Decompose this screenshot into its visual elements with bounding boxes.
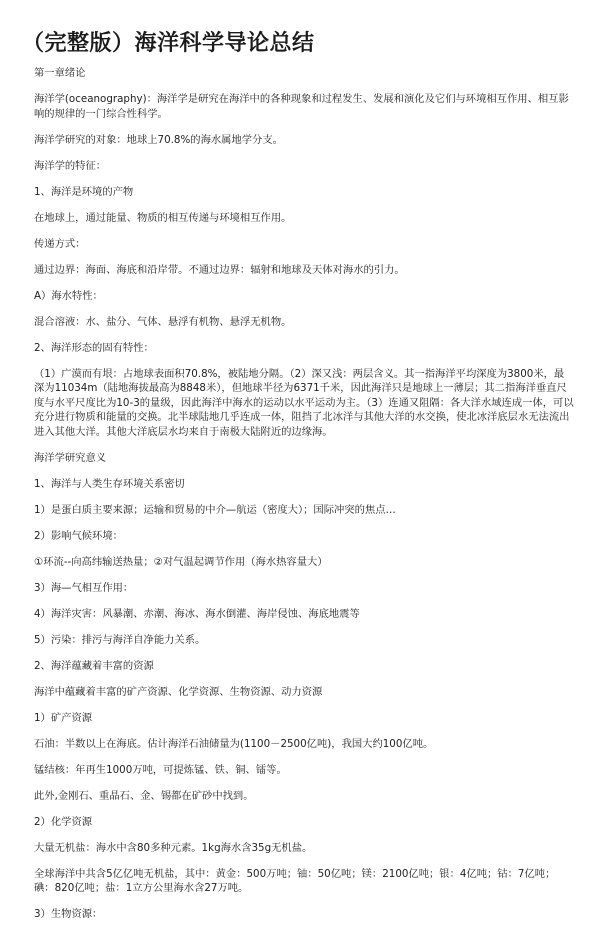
paragraph-mixed-solution: 混合溶液：水、盐分、气体、悬浮有机物、悬浮无机物。 (34, 315, 292, 328)
paragraph-air-sea: 3）海—气相互作用： (34, 581, 134, 594)
paragraph-circulation: ①环流--向高纬输送热量；②对气温起调节作用（海水热容量大） (34, 555, 328, 568)
paragraph-resources-list: 海洋中蕴藏着丰富的矿产资源、化学资源、生物资源、动力资源 (34, 685, 323, 698)
paragraph-transfer-methods: 传递方式： (34, 237, 86, 250)
paragraph-manganese: 锰结核：年再生1000万吨，可提炼锰、铁、铜、镭等。 (34, 763, 287, 776)
paragraph-biological-heading: 3）生物资源： (34, 908, 103, 920)
paragraph-other-minerals: 此外,金刚石、重晶石、金、锡都在矿砂中找到。 (34, 789, 254, 802)
paragraph-seawater-properties: A）海水特性： (34, 289, 103, 302)
document-body (34, 66, 574, 933)
paragraph-chemical-heading: 2）化学资源 (34, 815, 93, 828)
paragraph-energy-transfer: 在地球上，通过能量、物质的相互传递与环境相互作用。 (34, 211, 292, 224)
paragraph-ocean-shape-detail: （1）广漠而有垠：占地球表面积70.8%，被陆地分隔。（2）深又浅：两层含义。其一指海洋平均深度为3800米，最深为11034m（陆地海拔最高为8848米），但地球半径为6371千米，因此海洋只是地球上一薄层；其二指海洋垂直尺度与水平尺度比为10-3的量级，因此海洋中海水的运动以水平运动为主。（3）连通又阻隔：各大洋水域连成一体，可以充分进行物质和能量的交换。北半球陆地几乎连成一体，阻挡了北冰洋与其他大洋的水交换，使北冰洋底层水无法流出进入其他大洋。其他大洋底层水均来自于南极大陆附近的边缘海。 (34, 367, 574, 438)
paragraph-boundaries: 通过边界：海面、海底和沿岸带。不通过边界：辐射和地球及天体对海水的引力。 (34, 263, 405, 276)
paragraph-inorganic-salt: 大量无机盐：海水中含80多种元素。1kg海水含35g无机盐。 (34, 841, 313, 854)
paragraph-mineral-heading: 1）矿产资源 (34, 711, 93, 724)
paragraph-global-salt: 全球海洋中共含5亿亿吨无机盐，其中：黄金：500万吨；铀：50亿吨；镁：2100亿吨；银：4亿吨；钴：7亿吨；碘：820亿吨；盐：1立方公里海水含27万吨。 (34, 867, 556, 894)
paragraph-resources-heading: 2、海洋蕴藏着丰富的资源 (34, 659, 154, 672)
document-title: （完整版）海洋科学导论总结 (22, 31, 315, 56)
paragraph-human-environment: 1、海洋与人类生存环境关系密切 (34, 477, 185, 490)
paragraph-features-heading: 海洋学的特征： (34, 159, 107, 172)
chapter-heading: 第一章绪论 (34, 67, 86, 79)
paragraph-research-object: 海洋学研究的对象：地球上70.8%的海水属地学分支。 (34, 133, 283, 146)
paragraph-research-significance: 海洋学研究意义 (34, 451, 107, 464)
paragraph-climate: 2）影响气候环境： (34, 529, 123, 542)
paragraph-disasters: 4）海洋灾害：风暴潮、赤潮、海冰、海水倒灌、海岸侵蚀、海底地震等 (34, 607, 360, 620)
paragraph-oceanography-definition: 海洋学(oceanography)：海洋学是研究在海洋中的各种现象和过程发生、发展和演化及它们与环境相互作用、相互影响的规律的一门综合性科学。 (34, 93, 569, 120)
paragraph-feature-1: 1、海洋是环境的产物 (34, 185, 134, 198)
paragraph-protein-source: 1）是蛋白质主要来源；运输和贸易的中介—航运（密度大）；国际冲突的焦点… (34, 503, 396, 516)
paragraph-pollution: 5）污染：排污与海洋自净能力关系。 (34, 633, 206, 646)
paragraph-oil: 石油：半数以上在海底。估计海洋石油储量为(1100－2500亿吨)，我国大约100亿吨。 (34, 737, 434, 750)
paragraph-ocean-shape: 2、海洋形态的固有特性： (34, 341, 154, 354)
